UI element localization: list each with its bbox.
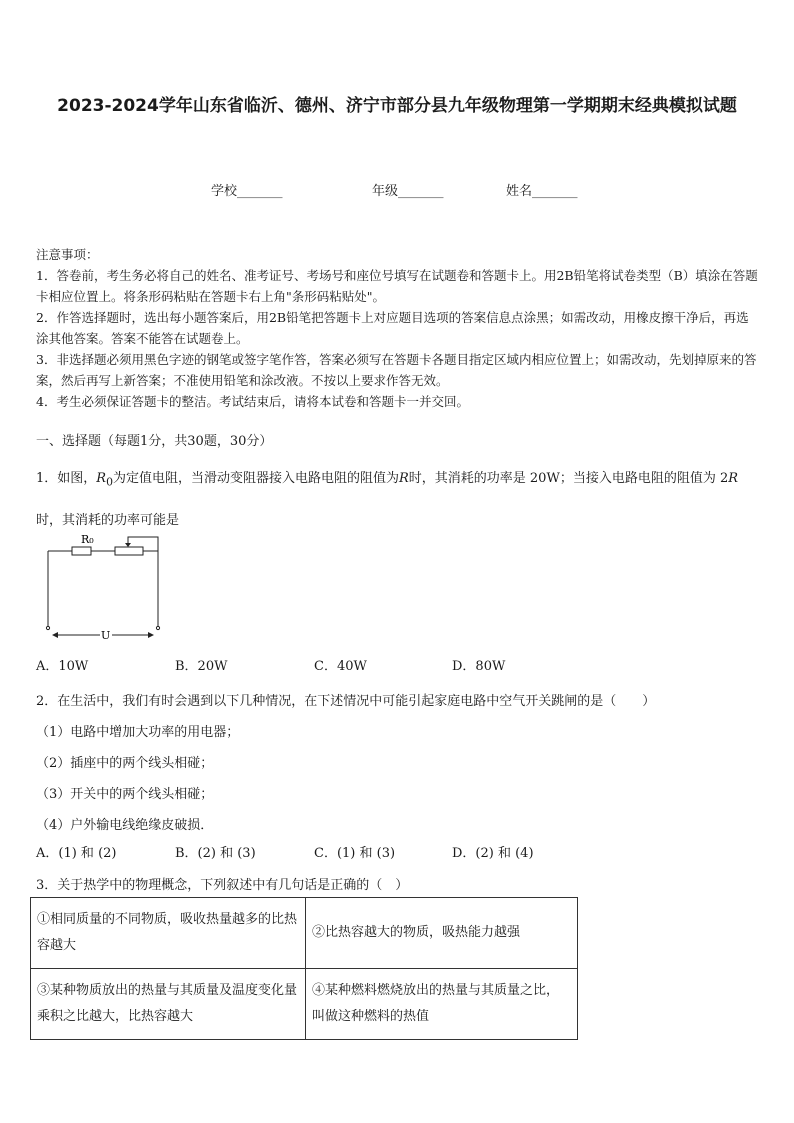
terminal-right	[156, 626, 159, 629]
q1-r-symbol: R	[398, 471, 409, 486]
q2-stem: 2．在生活中，我们有时会遇到以下几种情况，在下述情况中可能引起家庭电路中空气开关跳闸的是（ ）	[36, 694, 656, 709]
statement-1: ①相同质量的不同物质，吸收热量越多的比热容越大	[31, 898, 306, 969]
slider-arrow	[125, 543, 131, 547]
q1-text-c: 时，其消耗的功率是 20W；当接入电路电阻的阻值为 2	[408, 471, 729, 486]
q2-option-a[interactable]: A．(1) 和 (2)	[36, 846, 117, 861]
name-field[interactable]: 姓名_______	[506, 184, 578, 199]
statement-3: ③某种物质放出的热量与其质量及温度变化量乘积之比越大，比热容越大	[31, 969, 306, 1040]
q2-option-d[interactable]: D．(2) 和 (4)	[452, 846, 534, 861]
notice-item-3: 3．非选择题必须用黑色字迹的钢笔或签字笔作答，答案必须写在答题卡各题目指定区域内相应位置上；如需改动，先划掉原来的答案，然后再写上新答案；不准使用铅笔和涂改液。不按以上要求作答无效。	[36, 352, 757, 388]
statement-2: ②比热容越大的物质，吸热能力越强	[306, 898, 578, 969]
notice-item-2: 2．作答选择题时，选出每小题答案后，用2B铅笔把答题卡上对应题目选项的答案信息点涂黑；如需改动，用橡皮擦干净后，再选涂其他答案。答案不能答在试题卷上。	[36, 310, 749, 346]
q1-r-symbol-2: R	[728, 471, 739, 486]
q3-stem: 3．关于热学中的物理概念，下列叙述中有几句话是正确的（ ）	[36, 878, 409, 893]
notice-item-1: 1．答卷前，考生务必将自己的姓名、准考证号、考场号和座位号填写在试题卷和答题卡上。用2B铅笔将试卷类型（B）填涂在答题卡相应位置上。将条形码粘贴在答题卡右上角"条形码粘贴处"。	[36, 268, 758, 304]
circuit-diagram	[40, 528, 165, 643]
school-field[interactable]: 学校_______	[211, 184, 283, 199]
q1-text-d: 时，其消耗的功率可能是	[36, 512, 180, 528]
section-heading: 一、选择题（每题1分，共30题，30分）	[36, 434, 273, 449]
q1-r0-symbol: R	[96, 471, 107, 486]
table-row	[31, 898, 578, 969]
page-title: 2023-2024学年山东省临沂、德州、济宁市部分县九年级物理第一学期期末经典模拟试题	[57, 96, 737, 116]
notice-block	[36, 244, 760, 412]
q1-option-a[interactable]: A．10W	[36, 659, 89, 674]
notice-heading: 注意事项：	[36, 247, 99, 262]
q1-option-b[interactable]: B．20W	[175, 659, 228, 674]
q3-statement-table	[30, 897, 578, 1040]
u-arrow-right-head	[148, 632, 154, 638]
q2-item-1: （1）电路中增加大功率的用电器；	[36, 725, 240, 740]
q1-text-b: 为定值电阻，当滑动变阻器接入电路电阻的阻值为	[112, 471, 399, 486]
q2-item-3: （3）开关中的两个线头相碰；	[36, 787, 214, 802]
q1-r0-sub: 0	[106, 475, 113, 489]
q2-option-b[interactable]: B．(2) 和 (3)	[175, 846, 256, 861]
grade-field[interactable]: 年级_______	[372, 184, 444, 199]
rheostat	[115, 547, 143, 555]
q1-text-a: 1．如图，	[36, 471, 97, 486]
table-row	[31, 969, 578, 1040]
q2-item-2: （2）插座中的两个线头相碰；	[36, 756, 214, 771]
terminal-left	[46, 626, 49, 629]
notice-item-4: 4．考生必须保证答题卡的整洁。考试结束后，请将本试卷和答题卡一并交回。	[36, 394, 469, 409]
statement-4: ④某种燃料燃烧放出的热量与其质量之比，叫做这种燃料的热值	[306, 969, 578, 1040]
u-label: U	[101, 629, 111, 642]
question-2	[36, 686, 760, 841]
u-arrow-left-head	[52, 632, 58, 638]
q1-option-d[interactable]: D．80W	[452, 659, 506, 674]
q2-option-c[interactable]: C．(1) 和 (3)	[314, 846, 396, 861]
resistor-r0	[72, 547, 91, 555]
q1-option-c[interactable]: C．40W	[314, 659, 367, 674]
q2-item-4: （4）户外输电线绝缘皮破损．	[36, 818, 214, 833]
r0-label: R₀	[81, 533, 94, 546]
